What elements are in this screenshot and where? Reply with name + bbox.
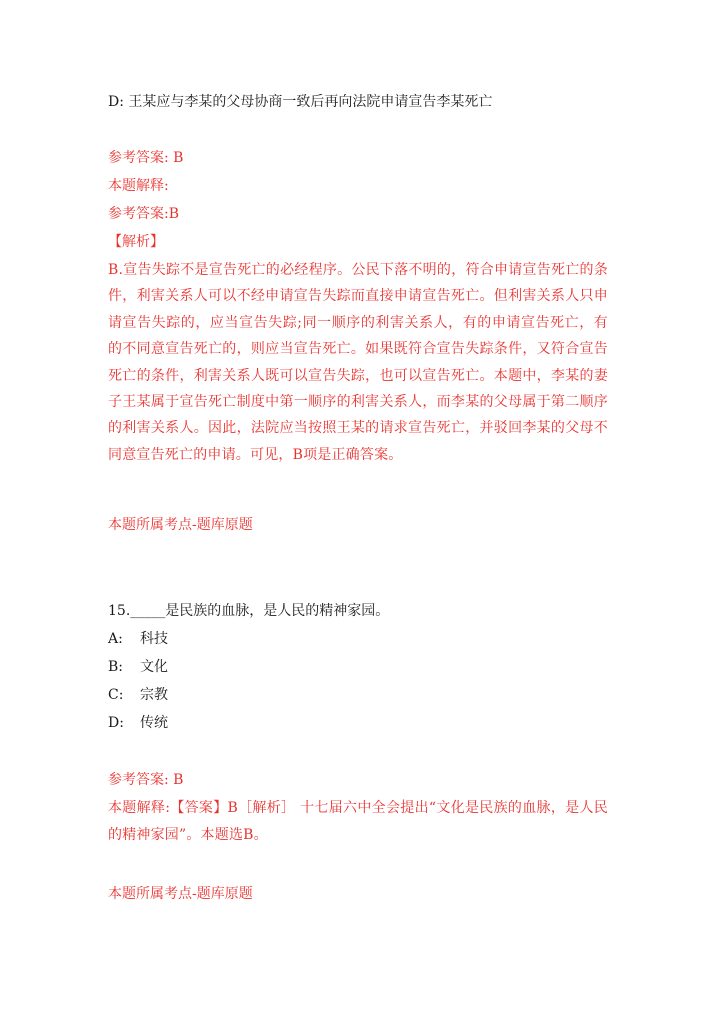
q14-answer-repeat: 参考答案:B [108, 206, 180, 222]
q14-topic: 本题所属考点-题库原题 [108, 517, 253, 533]
q15-option-c [108, 685, 168, 705]
q14-analysis-text: B.宣告失踪不是宣告死亡的必经程序。公民下落不明的，符合申请宣告死亡的条件，利害关系人可以不经申请宣告失踪而直接申请宣告死亡。但利害关系人只申请宣告失踪的，应当宣告失踪;同一顺序的利害关系人，有的申请宣告死亡，有的不同意宣告死亡的，则应当宣告死亡。如果既符合宣告失踪条件，又符合宣告死亡的条件，利害关系人既可以宣告失踪，也可以宣告死亡。本题中，李某的妻子王某属于宣告死亡制度中第一顺序的利害关系人，而李某的父母属于第二顺序的利害关系人。因此，法院应当按照王某的请求宣告死亡，并驳回李某的父母不同意宣告死亡的申请。可见，B项是正确答案。 [108, 262, 608, 463]
option-letter: C: [108, 687, 124, 703]
q14-explanation-label: 本题解释: [108, 178, 169, 194]
q15-answer: 参考答案: B [108, 772, 184, 788]
q14-option-d: D: 王某应与李某的父母协商一致后再向法院申请宣告李某死亡 [108, 94, 493, 110]
option-text: 宗教 [140, 687, 168, 703]
option-text: 科技 [140, 631, 168, 647]
option-text: 文化 [140, 659, 168, 675]
option-letter: D: [108, 715, 124, 731]
q14-analysis-label: 【解析】 [108, 234, 164, 250]
q15-topic: 本题所属考点-题库原题 [108, 886, 253, 902]
q15-option-d [108, 713, 168, 733]
q15-question: 15._____是民族的血脉，是人民的精神家园。 [108, 603, 390, 619]
q15-explanation: 本题解释:【答案】B［解析］ 十七届六中全会提出“文化是民族的血脉，是人民的精神家园”。本题选B。 [108, 800, 608, 843]
q15-option-a [108, 629, 168, 649]
option-text: 传统 [140, 715, 168, 731]
q15-option-b [108, 657, 168, 677]
option-letter: B: [108, 659, 124, 675]
q14-answer: 参考答案: B [108, 150, 184, 166]
option-letter: A: [108, 631, 123, 647]
